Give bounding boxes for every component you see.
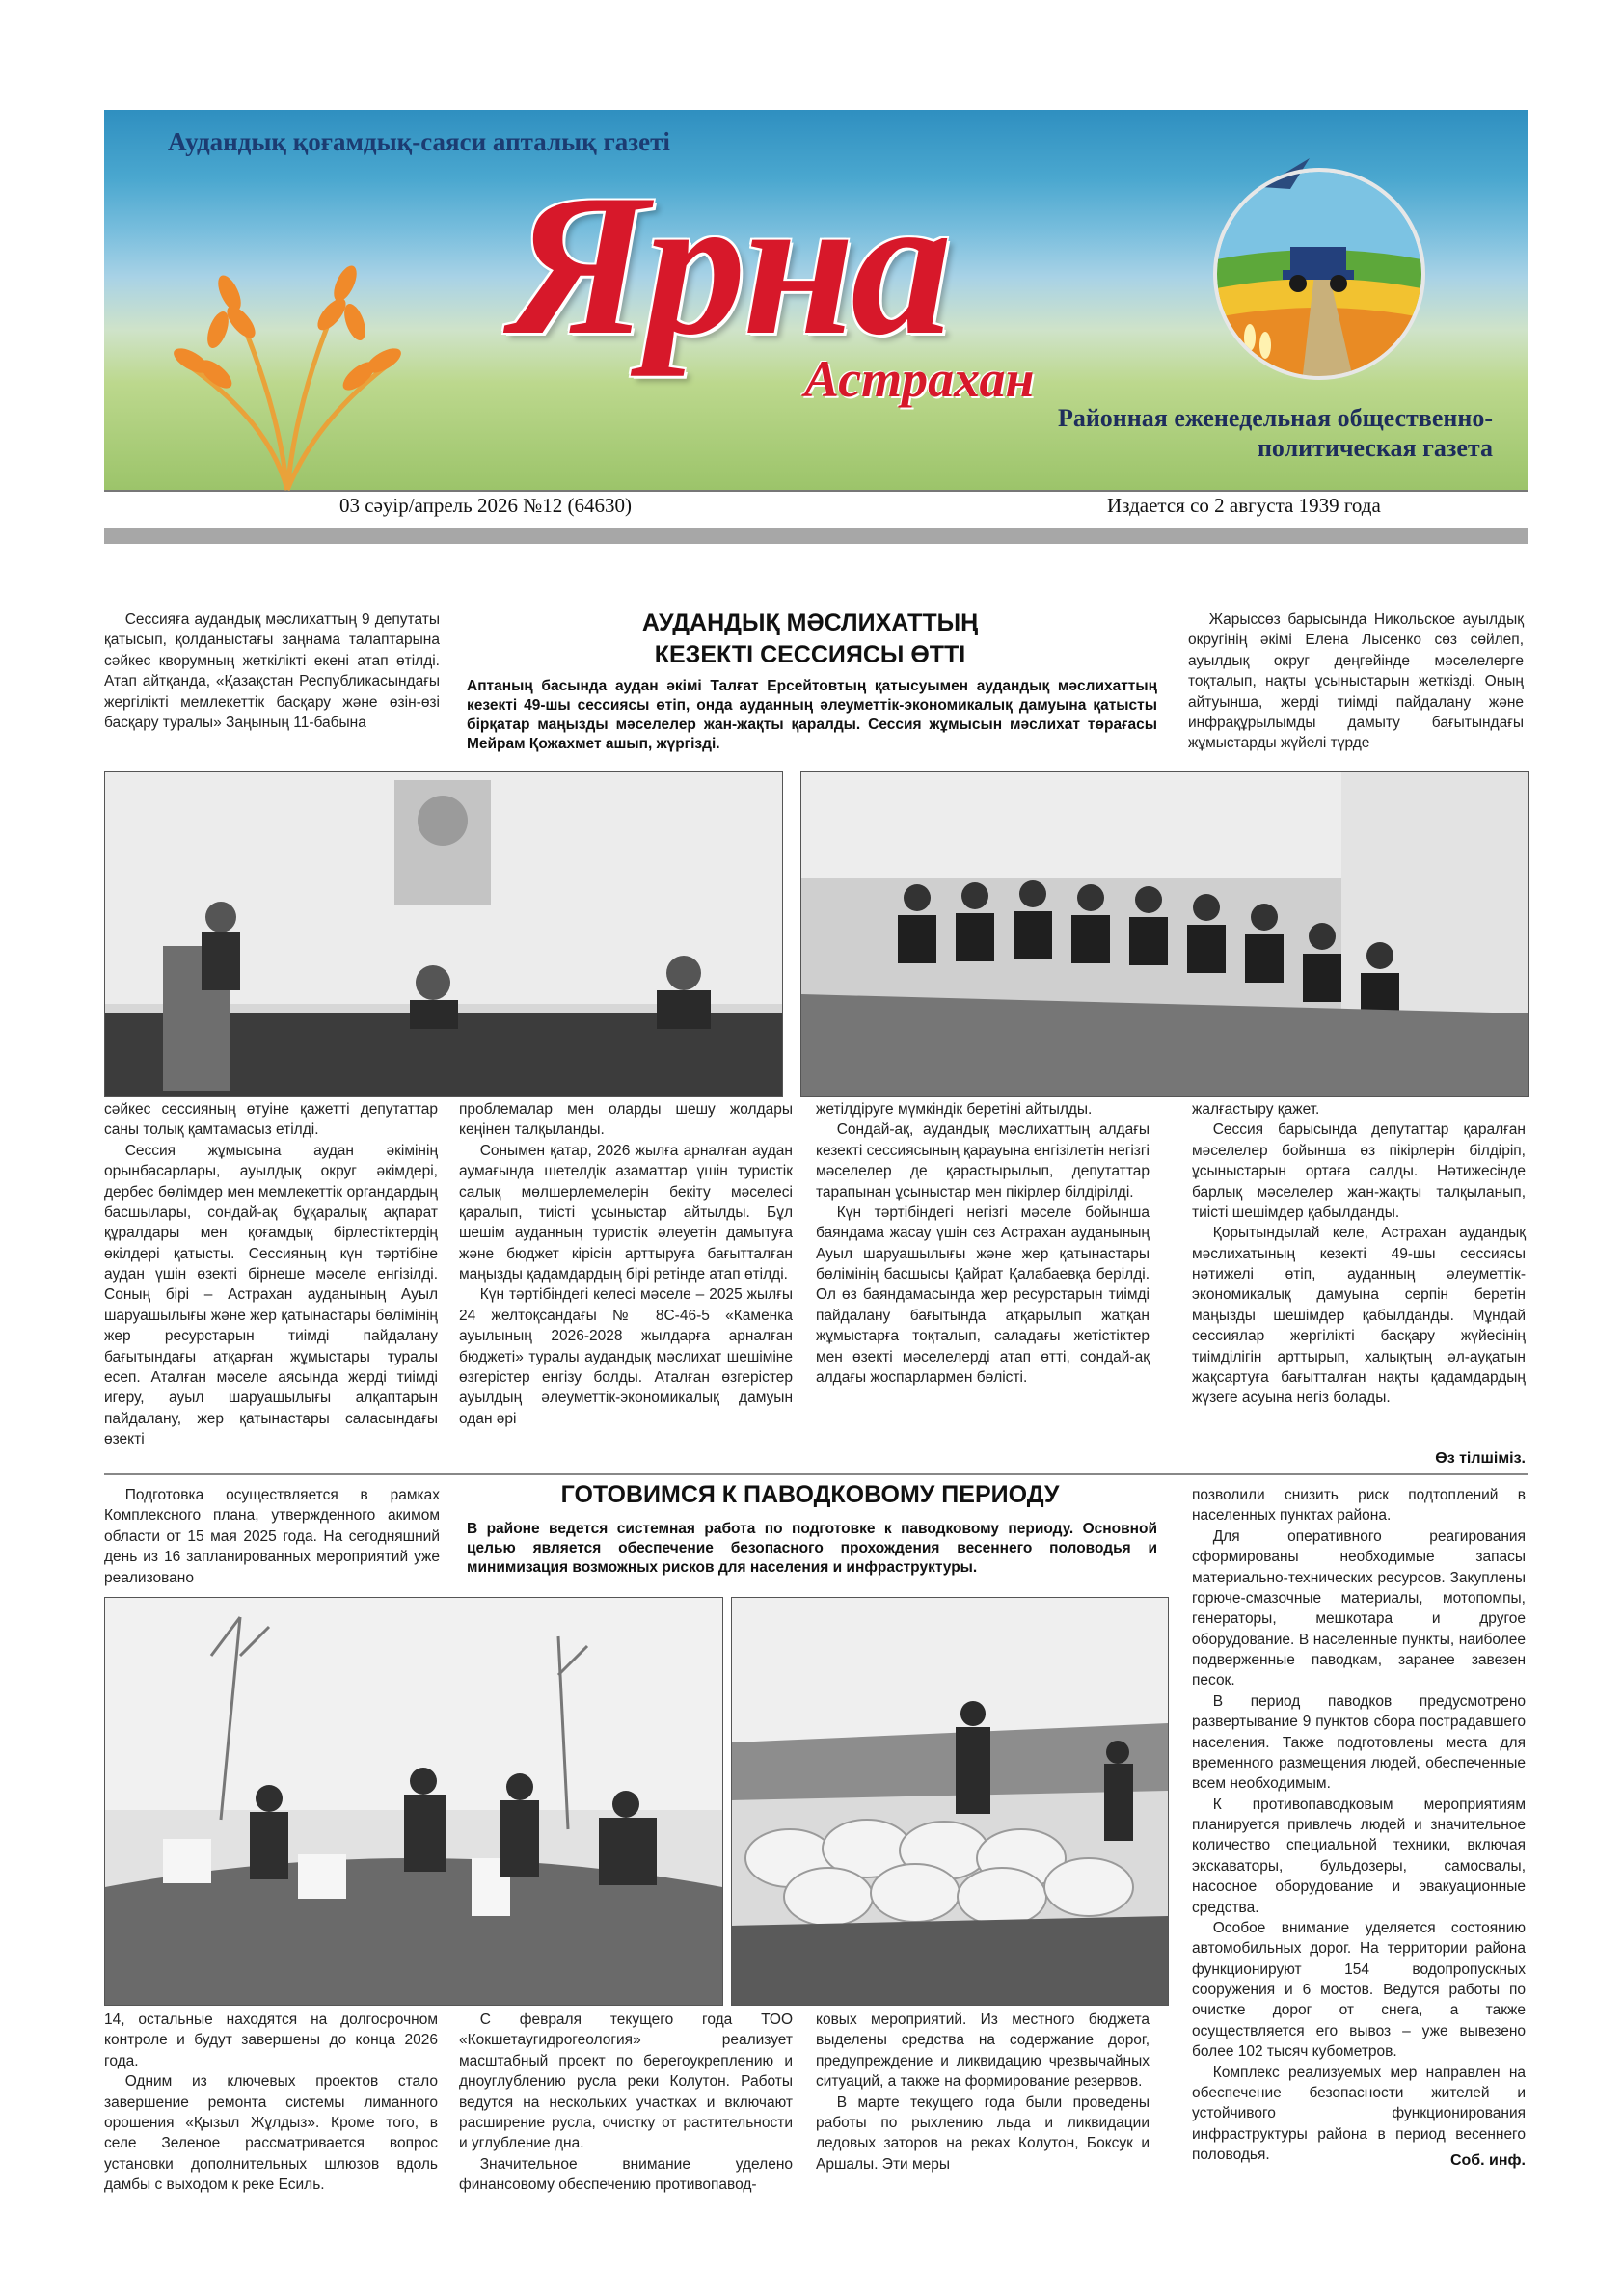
article1-headline-line1: АУДАНДЫҚ МӘСЛИХАТТЫҢ [641,609,979,636]
article1-column-3: жетілдіруге мүмкіндік беретіні айтылды. Сондай-ақ, аудандық мәслихаттың алдағы кезекті сессиясының қарауына енгізілетін негізгі мәселелер де қарастырылып, депутаттар тарапынан ұсыныстар мен пікірлер білдірілді. Күн тәртібіндегі негізгі мәселе бойынша баяндама жасау үшін сөз Астрахан ауданының Ауыл шаруашылығы және жер қатынастары бөлімінің басшысы Қайрат Қалабаевқа берілді. Ол өз баяндамасында жер ресурстарын тиімді пайдалану бағытында атқарылып жатқан жұмыстарға тоқталып, саладағы жетістіктер мен өзекті мәселелерді атап өтті, сондай-ақ алдағы жоспарлармен бөлісті. [816,1101,1150,1386]
article1-column-4: жалғастыру қажет. Сессия барысында депутаттар қаралған мәселелер бойынша өз пікірлерін білдіріп, ұсыныстарын ортаға салды. Нәтижесінде барлық мәселелер жан-жақты талқыланып, тиісті шешімдер қабылданды. Қорытындылай келе, Астрахан аудандық мәслихатының кезекті 49-шы сессиясы нәтижелі өтіп, ауданның әлеуметтік-экономикалық дамуына серпін беретін маңызды шешімдер қабылданды. Мұндай сессиялар жергілікті басқару жүйесінің тиімділігін арттырып, халықтың әл-ауқатын жақсартуға бағытталған нақты қадамдардың жүзеге асуына негіз болады. [1192,1101,1526,1407]
article1-intro-left: Сессияға аудандық мәслихаттың 9 депутаты қатысып, қолданыстағы заңнама талаптарына сәйкес кворумның жеткілікті екені атап өтілді. Атап айтқанда, «Қазақстан Республикасындағы жергілікті мемлекеттік басқару және өзін-өзі басқару туралы» Заңының 11-бабына [104,611,440,731]
article2-column-4: позволили снизить риск подтоплений в населенных пунктах района. Для оперативного реагирования сформированы необходимые запасы материально-технических ресурсов. Закуплены горюче-смазочные материалы, мотопомпы, генераторы, мешкотара и другое оборудование. В населенные пункты, наиболее подверженные паводкам, заранее завезен песок. В период паводков предусмотрено развертывание 9 пунктов сбора пострадавшего населения. Также подготовлены места для временного размещения людей, обеспеченные всем необходимым. К противопаводковым мероприятиям планируется привлечь людей и значительное количество специальной техники, включая экскаваторы, бульдозеры, самосвалы, насосное оборудование и эвакуационные средства. Особое внимание уделяется состоянию автомобильных дорог. На территории района функционируют 154 водопропускных сооружения и 6 мостов. Ведутся работы по очистке дорог от снега, а также осуществляется его вывоз – уже вывезено более 102 тысяч кубометров. Комплекс реализуемых мер направлен на обеспечение безопасности жителей и устойчивого функционирования инфраструктуры района в период весеннего половодья. [1192,1487,1526,2163]
wheat-illustration [162,255,413,490]
article1-lead: Аптаның басында аудан әкімі Талғат Ерсейтовтың қатысуымен аудандық мәслихаттың кезекті 49-шы сессиясы өтіп, онда ауданның әлеуметтік-экономикалық дамуына қатысты бірқатар маңызды мәселелер жан-жақты қаралды. Сессия жұмысын мәслихат төрағасы Мейрам Қожахмет ашып, жүргізді. [467,678,1157,753]
masthead [104,110,1528,492]
article1-intro-right: Жарыссөз барысында Никольское ауылдық округінің әкімі Елена Лысенко сөз сөйлеп, ауылдық округ деңгейінде мәселелерге тоқталып, нақты ұсыныстарын жеткізді. Оның айтуынша, жерді тиімді пайдалану және инфрақұрылымды дамыту бағытындағы жұмыстарды жүйелі түрде [1188,611,1524,752]
article2-headline: ГОТОВИМСЯ К ПАВОДКОВОМУ ПЕРИОДУ [560,1481,1060,1508]
article1-headline [453,608,1167,670]
article1-headline-line2: КЕЗЕКТІ СЕССИЯСЫ ӨТТІ [654,640,966,668]
tagline-kz: Аудандық қоғамдық-саяси апталық газеті [168,127,670,156]
article2-signature: Соб. инф. [1449,2152,1526,2169]
emblem-logo-icon [1194,149,1445,399]
flood-prep-photo-bags-pile [731,1597,1169,2006]
article1-column-1: сәйкес сессияның өтуіне қажетті депутаттар саны толық қамтамасыз етілді. Сессия жұмысына аудан әкімінің орынбасарлары, ауылдық округ әкімдері, дербес бөлімдер мен мемлекеттік органдардың басшылары, сондай-ақ бұқаралық ақпарат құралдары мен қоғамдық бірлестіктердің өкілдері қатысты. Сессияның күн тәртібіне аудан үшін өзекті бірнеше мәселе енгізілді. Соның бірі – Астрахан ауданының Ауыл шаруашылығы және жер қатынастары бөлімінің жер ресурстарын тиімді пайдалану бағытындағы атқарған жұмыстары туралы есеп. Аталған мәселе аясында жерді тиімді игеру, ауыл шаруашылығы алқаптарын пайдалану, жер қатынастары саласындағы өзекті [104,1101,438,1447]
session-photo-audience [800,771,1529,1097]
article2-lead: В районе ведется системная работа по подготовке к паводковому периоду. Основной целью является обеспечение безопасного прохождения весеннего половодья и минимизация возможных рисков для населения и инфраструктуры. [467,1521,1157,1577]
article-divider [104,1473,1528,1475]
newspaper-title: Ярна [509,153,949,377]
article1-column-2: проблемалар мен оларды шешу жолдары кеңінен талқыланды. Сонымен қатар, 2026 жылға арналған аудан аумағында шетелдік азаматтар үшін туристік салық мөлшерлемелерін бекіту мәселесі қаралып, тиісті ұсыныстар айтылды. Бұл шешім ауданның туристік әлеуетін дамытуға және бюджет кірісін арттыруға бағытталған маңызды қадамдардың бірі ретінде атап өтілді. Күн тәртібіндегі келесі мәселе – 2025 жылғы 24 желтоқсандағы № 8С-46-5 «Каменка ауылының 2026-2028 жылдарға арналған бюджеті» туралы аудандық мәслихат шешіміне өзгерістер енгізу болды. Аталған өзгерістер ауылдың әлеуметтік-экономикалық дамуын одан әрі [459,1101,793,1427]
article2-intro-left: Подготовка осуществляется в рамках Комплексного плана, утвержденного акимом области от 15 мая 2025 года. На сегодняшний день из 16 запланированных мероприятий уже реализовано [104,1487,440,1586]
newspaper-subtitle: Астрахан [804,350,1035,408]
article1-signature: Өз тілшіміз. [1435,1450,1526,1467]
masthead-divider [104,528,1528,544]
article2-column-2: С февраля текущего года ТОО «Кокшетаугидрогеология» реализует масштабный проект по берегоукреплению и дноуглублению русла реки Колутон. Работы ведутся на нескольких участках и включают расширение русла, очистку от растительности и углубление дна. Значительное внимание уделено финансовому обеспечению противопавод- [459,2012,793,2193]
session-photo-podium [104,771,783,1097]
published-since: Издается со 2 августа 1939 года [1107,494,1381,517]
tagline-ru: Районная еженедельная общественно-политическая газета [1057,404,1493,463]
issue-number: 03 сәуір/апрель 2026 №12 (64630) [339,494,632,517]
article2-column-1: 14, остальные находятся на долгосрочном контроле и будут завершены до конца 2026 года. Одним из ключевых проектов стало завершение ремонта системы лиманного орошения «Қызыл Жұлдыз». Кроме того, в селе Зеленое рассматривается вопрос установки дополнительных шлюзов вдоль дамбы с выходом к реке Есиль. [104,2012,438,2193]
flood-prep-photo-sandbags [104,1597,723,2006]
article2-column-3: ковых мероприятий. Из местного бюджета выделены средства на содержание дорог, предупреждение и ликвидацию чрезвычайных ситуаций, а также на формирование резервов. В марте текущего года были проведены работы по рыхлению льда и ликвидации ледовых заторов на реках Колутон, Боксук и Аршалы. Эти меры [816,2012,1150,2173]
